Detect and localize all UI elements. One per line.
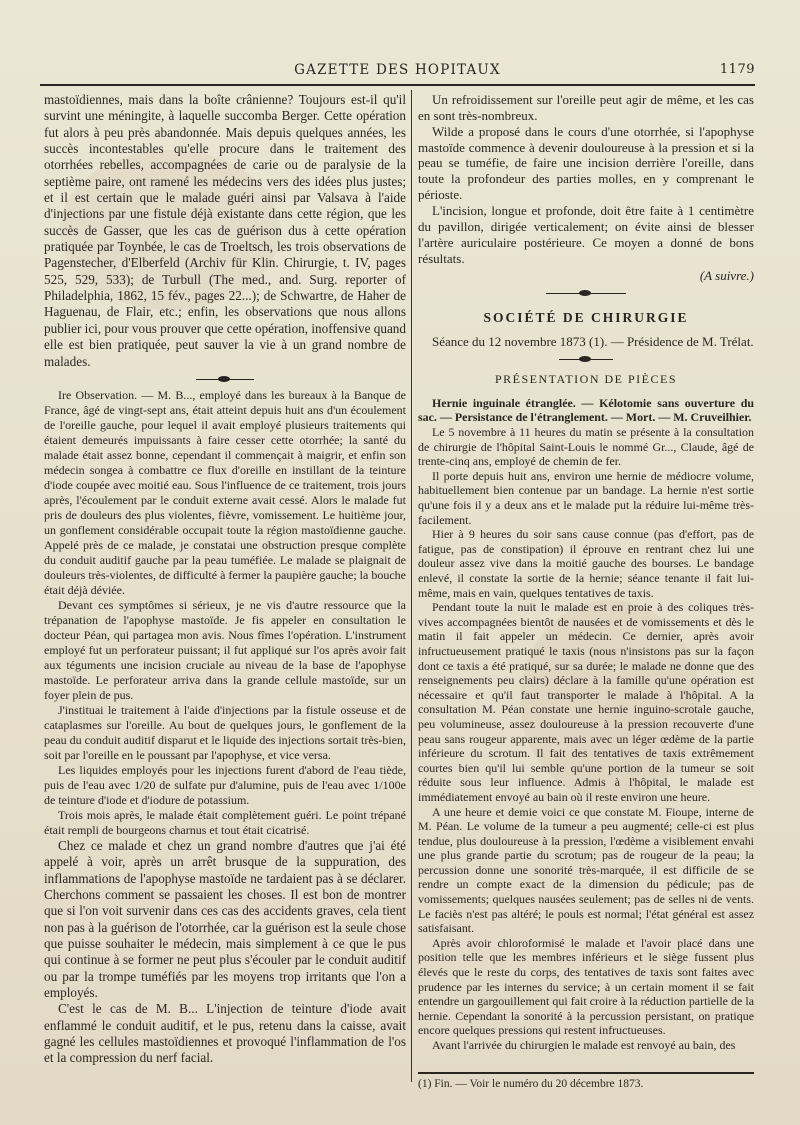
paragraph: Les liquides employés pour les injections furent d'abord de l'eau tiède, puis de l'eau avec 1/20 de sulfate pur d'alumine, puis de l'eau avec 1/100e de teinture d'iode et d'iodure de potassium. xyxy=(44,762,406,807)
to-be-continued: (A suivre.) xyxy=(699,268,754,284)
paragraph: Chez ce malade et chez un grand nombre d'autres que j'ai été appelé à voir, après un arrêt brusque de la suppuration, des inflammations de l'apophyse mastoïde ne tardaient pas à se déclarer. Cherchons comment se passaient les choses. Il est bon de montrer que si l'on voit survenir dans ces cas des accidents graves, cela tient non pas à la guérison de l'otorrhée, car la guérison est la seule chose que puisse souhaiter le médecin, mais simplement à ce que le pus qui continue à se former ne peut plus s'écouler par le conduit auditif ou par la trompe tuméfiés par les moyens trop irritants que l'on a employés. xyxy=(44,837,406,1000)
paragraph: A une heure et demie voici ce que constate M. Fioupe, interne de M. Péan. Le volume de la tumeur a peu augmenté; celle-ci est plus tendue, plus douloureuse à la pression, l'œdème a visiblement envahi une plus grande partie du scrotum; pas de rougeur de la peau; la percussion donne une sonorité très-marquée, il est difficile de se rendre un compte exact de la dimension du pédicule; pas de vomissements; quelques nausées seulement; pas de selles ni de vents. Le faciès n'est pas altéré; le pouls est normal; l'état général est assez satisfaisant. xyxy=(418,804,754,936)
footnote-rule xyxy=(418,1072,754,1074)
session-line: Séance du 12 novembre 1873 (1). — Présidence de M. Trélat. xyxy=(432,334,754,350)
paragraph: Pendant toute la nuit le malade est en proie à des coliques très-vives accompagnées bientôt de nausées et de vomissements et dès le matin il fait appeler un médecin. Ce dernier, après avoir infructueusement pratiqué le taxis (nous n'insistons pas sur la façon dont ce taxis a été pratiqué, sur sa durée; le malade ne donne que des renseignements peu clairs) déclare à la famille qu'une opération est nécessaire et qu'il faut transporter le malade à l'hôpital. A la consultation M. Péan constate une hernie inguino-scrotale gauche, peu volumineuse, assez douloureuse à la pression recouverte d'une peau sans rougeur apparente, mais avec un léger œdème de la partie inférieure du scrotum. Il fait des tentatives de taxis extrêmement courtes bien qu'il lui semble qu'une portion de la tumeur se soit réduite sous leur influence. Admis à l'hôpital, le malade est immédiatement envoyé au bain où il reste environ une heure. xyxy=(418,600,754,804)
paragraph: C'est le cas de M. B... L'injection de teinture d'iode avait enflammé le conduit auditif, et le pus, retenu dans la caisse, avait gagné les cellules mastoïdiennes et provoqué l'inflammation de l'os et la compression du nerf facial. xyxy=(44,1001,406,1066)
subsection-heading: PRÉSENTATION DE PIÈCES xyxy=(494,372,678,387)
section-title: SOCIÉTÉ DE CHIRURGIE xyxy=(483,310,689,326)
paragraph: Le 5 novembre à 11 heures du matin se présente à la consultation de chirurgie de l'hôpital Saint-Louis le nommé Gr..., Claude, âgé de trente-cinq ans, employé de chemin de fer. xyxy=(418,425,754,469)
journal-title: GAZETTE DES HOPITAUX xyxy=(294,62,501,78)
paragraph: mastoïdiennes, mais dans la boîte crânienne? Toujours est-il qu'il survint une méningite, à laquelle succomba Berger. Cette opération fut alors à peu près abandonnée. Mais depuis quelques années, les succès incontestables qu'elle procure dans le traitement des otorrhées rebelles, accompagnées de carie ou de paralysie de la septième paire, ont ramené les médecins vers des idées plus justes; et il est certain que le malade guéri ainsi par Valsava à l'aide d'injections par une fistule déjà existante dans cette région, que les succès de Gasser, que les cas de guérison dus à cette opération pratiquée par Toynbée, le cas de Troeltsch, les trois observations de Pagenstecher, d'Elberfeld (Archiv für Klin. Chirurgie, t. IV, pages 525, 529, 533); de Turbull (The med., and. Surg. reporter of Philadelphia, 1862, 15 fév., pages 22...); de Schwartre, de Haher de Haguenau, de Flair, etc.; enfin, les observations que nous allons publier ici, pour vous prouver que cette opération, inoffensive quand elle est bien pratiquée, peut sauver la vie à un grand nombre de malades. xyxy=(44,92,406,369)
paragraph: J'instituai le traitement à l'aide d'injections par la fistule osseuse et de cataplasmes sur l'oreille. Au bout de quelques jours, le gonflement de la peau du conduit auditif disparut et le liquide des injections sortait très-bien, soit par l'oreille en le poussant par l'apophyse, et vice versa. xyxy=(44,702,406,762)
paragraph: L'incision, longue et profonde, doit être faite à 1 centimètre du pavillon, dirigée verticalement; on évite ainsi de blesser l'artère auriculaire postérieure. Ce moyen a donné de bons résultats. xyxy=(418,203,754,266)
paragraph: Hier à 9 heures du soir sans cause connue (pas d'effort, pas de fatigue, pas de constipation) il éprouve en rentrant chez lui une douleur assez vive dans la moitié gauche des bourses. Le bandage enlevé, il constate la sortie de la hernie; séance tenante il fait lui-même, mais en vain, quelques tentatives de taxis. xyxy=(418,527,754,600)
paragraph: Trois mois après, le malade était complètement guéri. Le point trépané était rempli de bourgeons charnus et tout était cicatrisé. xyxy=(44,807,406,837)
paragraph: Il porte depuis huit ans, environ une hernie de médiocre volume, habituellement bien contenue par un bandage. La hernie n'est sortie qu'une fois il y a deux ans et le malade put la réduire lui-même très-facilement. xyxy=(418,468,754,527)
paragraph: Après avoir chloroformisé le malade et l'avoir placé dans une position telle que les membres inférieurs et le siège fussent plus élevés que le reste du corps, des tentatives de taxis sont faites avec prudence par les internes du service; à un certain moment il se fait entendre un gargouillement qui fait croire à la réduction partielle de la hernie. Cependant la sonorité à la percussion persistant, on pratique encore quelques pressions qui restent infructueuses. xyxy=(418,935,754,1038)
observation-paragraph: Ire Observation. — M. B..., employé dans les bureaux à la Banque de France, âgé de vingt-sept ans, était atteint depuis huit ans d'un écoulement de l'oreille gauche, pour lequel il avait employé plusieurs traitements qui étaient demeurés impuissants à faire cesser cette otorrhée; la santé du malade était assez bonne, cependant il commençait à maigrir, et enfin son médecin songea à combattre ce flux d'oreille en instillant de la teinture d'iode coupée avec moitié eau. Sous l'influence de ce traitement, trois jours après, l'écoulement par le conduit externe avait cessé. Alors le malade fut pris de douleurs des plus violentes, fièvre, vomissement. Le huitième jour, un gonflement considérable occupait toute la région mastoïdienne gauche. Appelé près de ce malade, je constatai une obstruction presque complète du conduit auditif gauche par la peau tuméfiée. Le malade se plaignait de douleurs très-violentes, de difficulté à fermer la paupière gauche; la bouche était déjà déviée. xyxy=(44,387,406,597)
column-divider xyxy=(411,90,412,1082)
ornament-divider xyxy=(418,290,754,296)
page-header xyxy=(40,60,755,82)
paragraph: Wilde a proposé dans le cours d'une otorrhée, si l'apophyse mastoïde commence à devenir douloureuse à la pression et si la peau se tuméfie, de faire une incision derrière l'oreille, dans toute la profondeur des parties molles, en y comprenant le périoste. xyxy=(418,123,754,203)
footnote: (1) Fin. — Voir le numéro du 20 décembre 1873. xyxy=(418,1078,644,1090)
case-heading: Hernie inguinale étranglée. — Kélotomie sans ouverture du sac. — Persistance de l'étranglement. — Mort. — M. Cruveilhier. xyxy=(418,395,754,425)
paragraph: Devant ces symptômes si sérieux, je ne vis d'autre ressource que la trépanation de l'apophyse mastoïde. Je fis appeler en consultation le docteur Péan, qui partagea mon avis. Nous fîmes l'opération. L'instrument employé fut un perforateur puissant; il fut appliqué sur l'os après avoir fait aux téguments une incision cruciale au niveau de la base de l'apophyse mastoïde. Le perforateur arriva dans la grande cellule mastoïde, sur un foyer plein de pus. xyxy=(44,597,406,702)
paragraph: Avant l'arrivée du chirurgien le malade est renvoyé au bain, des xyxy=(432,1038,736,1053)
ornament-divider xyxy=(44,376,406,382)
header-rule xyxy=(40,84,755,86)
page-number: 1179 xyxy=(719,62,755,77)
left-column xyxy=(44,92,406,1067)
paragraph: Un refroidissement sur l'oreille peut agir de même, et les cas en sont très-nombreux. xyxy=(418,92,754,123)
right-column xyxy=(418,92,754,1053)
ornament-divider xyxy=(418,356,754,362)
